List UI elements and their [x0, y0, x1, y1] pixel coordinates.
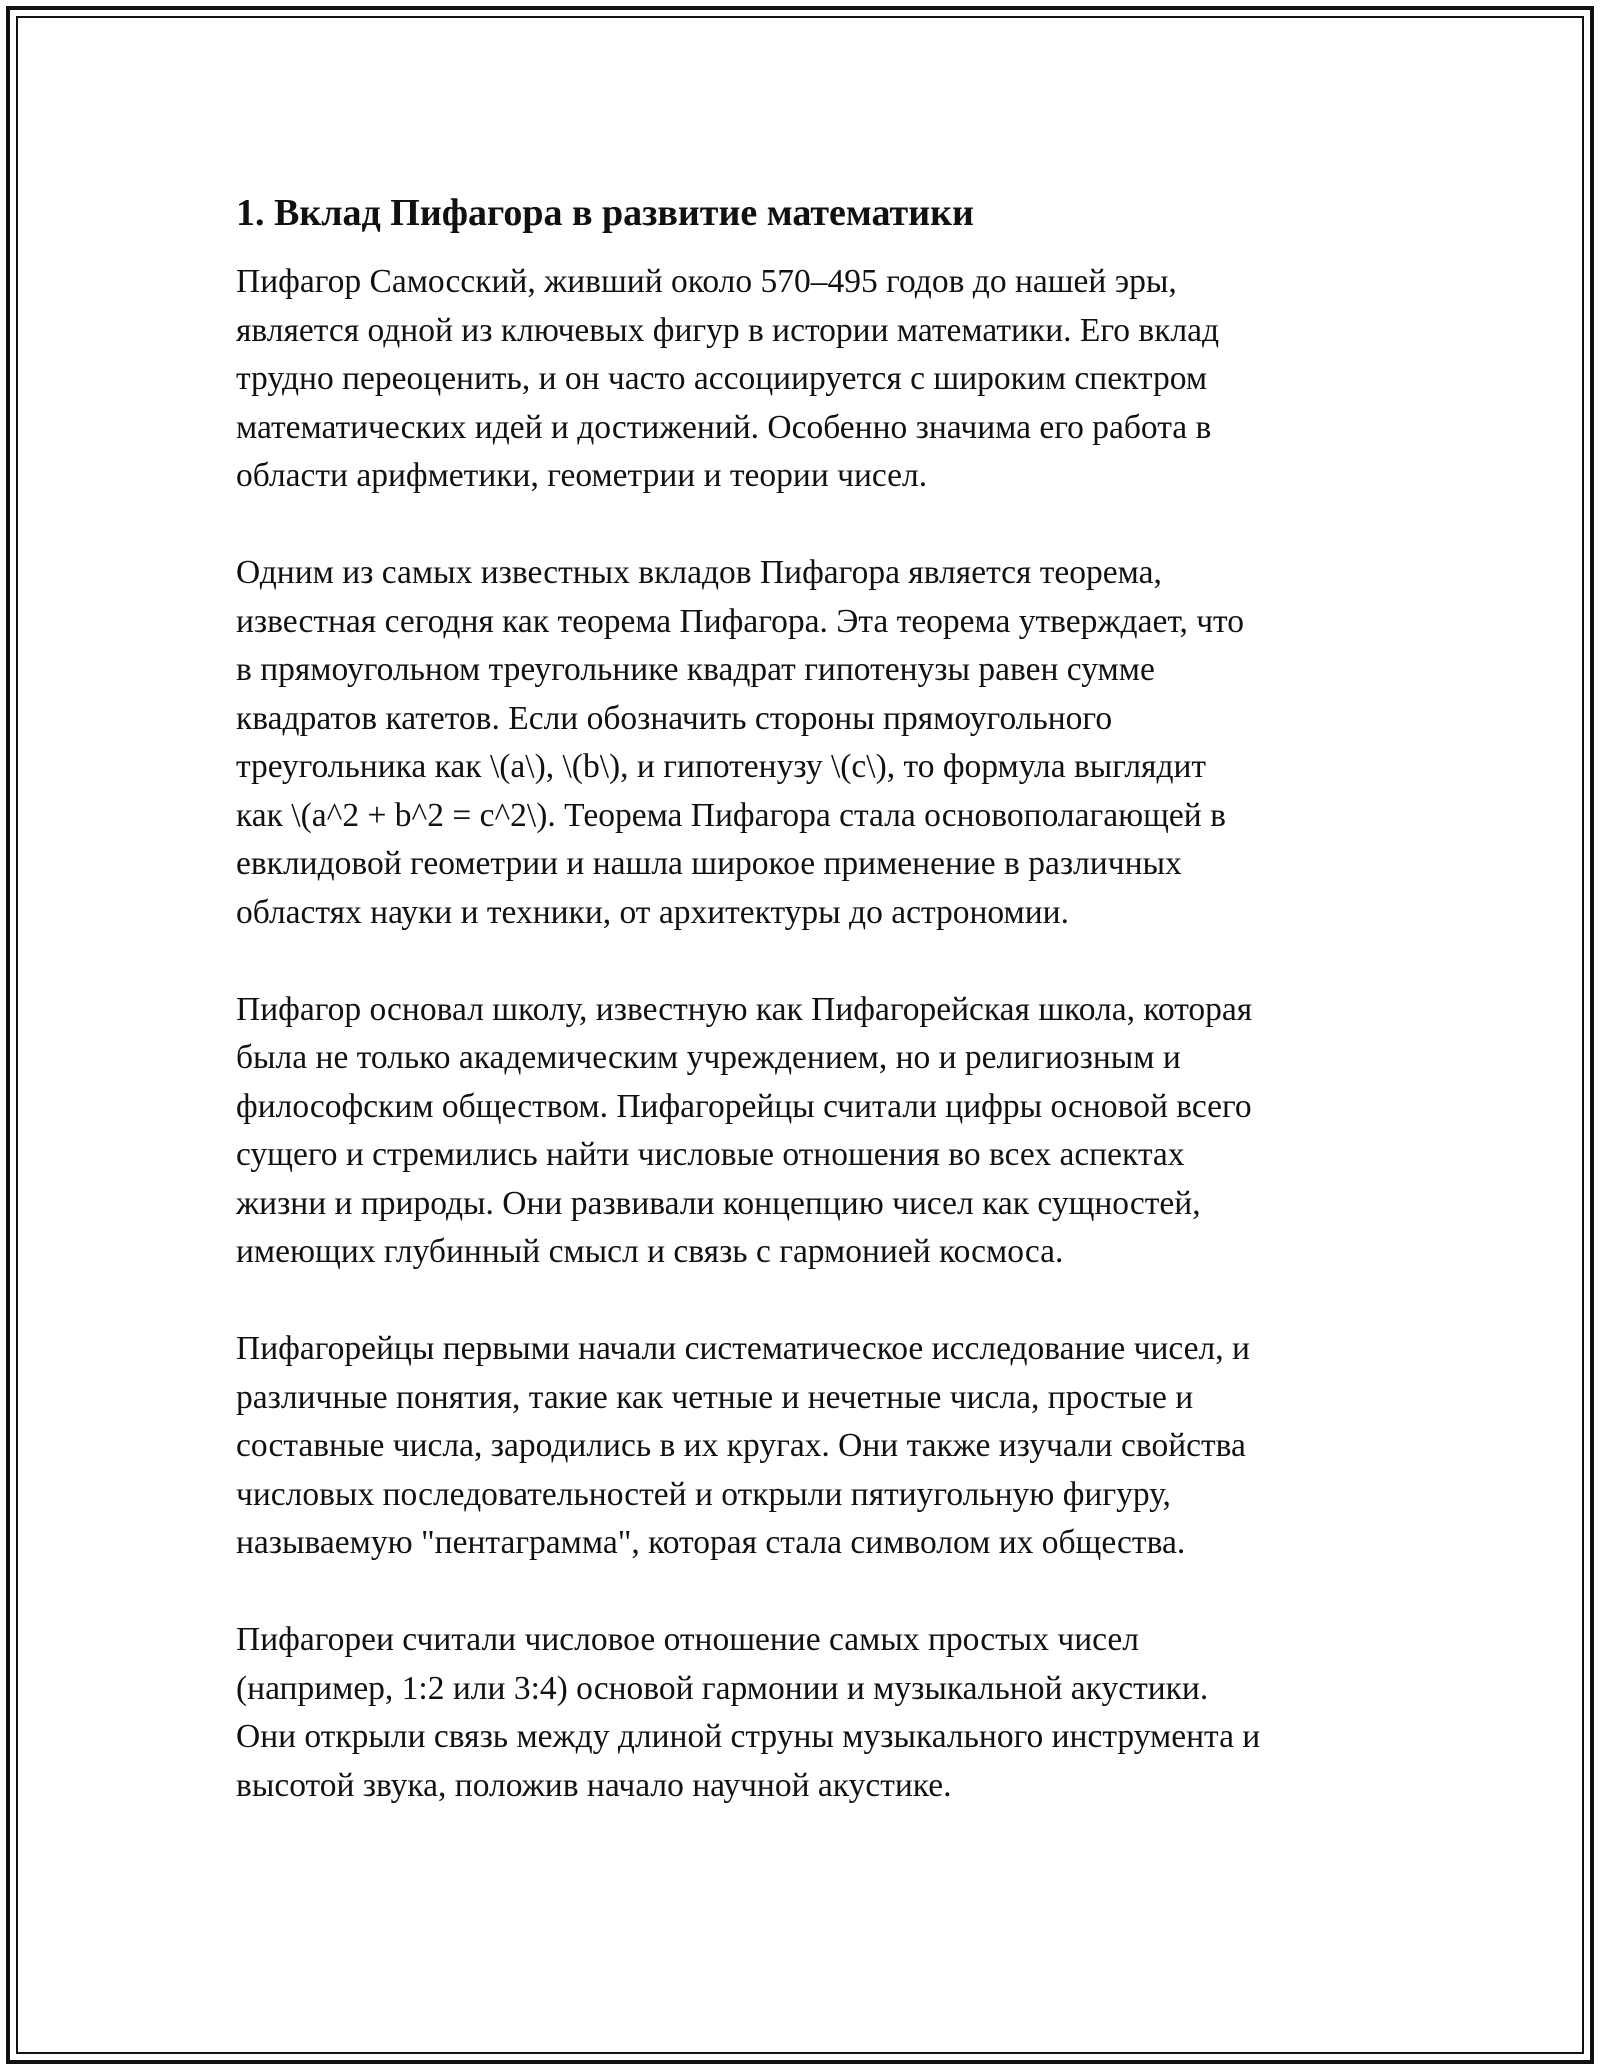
section-title: 1. Вклад Пифагора в развитие математики [236, 192, 974, 234]
paragraph-5: Пифагореи считали числовое отношение самых простых чисел (например, 1:2 или 3:4) основой гармонии и музыкальной акустики. Они открыли связь между длиной струны музыкального инструмента и высотой звука, положив начало научной акустике. [236, 1621, 1261, 1804]
paragraph-1: Пифагор Самосский, живший около 570–495 годов до нашей эры, является одной из ключевых фигур в истории математики. Его вклад трудно переоценить, и он часто ассоциируется с широким спектром математических идей и достижений. Особенно значима его работа в области арифметики, геометрии и теории чисел. [236, 263, 1220, 494]
paragraph-3: Пифагор основал школу, известную как Пифагорейская школа, которая была не только академическим учреждением, но и религиозным и философским обществом. Пифагорейцы считали цифры основой всего сущего и стремились найти числовые отношения во всех аспектах жизни и природы. Они развивали концепцию чисел как сущностей, имеющих глубинный смысл и связь с гармонией космоса. [236, 990, 1253, 1270]
paragraph-4: Пифагорейцы первыми начали систематическое исследование чисел, и различные понятия, такие как четные и нечетные числа, простые и составные числа, зародились в их кругах. Они также изучали свойства числовых последовательностей и открыли пятиугольную фигуру, называемую "пентаграмма", которая стала символом их общества. [236, 1330, 1250, 1561]
document-body [236, 188, 1381, 1859]
paragraph-2: Одним из самых известных вкладов Пифагора является теорема, известная сегодня как теорема Пифагора. Эта теорема утверждает, что в прямоугольном треугольнике квадрат гипотенузы равен сумме квадратов катетов. Если обозначить стороны прямоугольного треугольника как \(a\), \(b\), и гипотенузу \(c\), то формула выглядит как \(a^2 + b^2 = c^2\). Теорема Пифагора стала основополагающей в евклидовой геометрии и нашла широкое применение в различных областях науки и техники, от архитектуры до астрономии. [236, 554, 1244, 931]
